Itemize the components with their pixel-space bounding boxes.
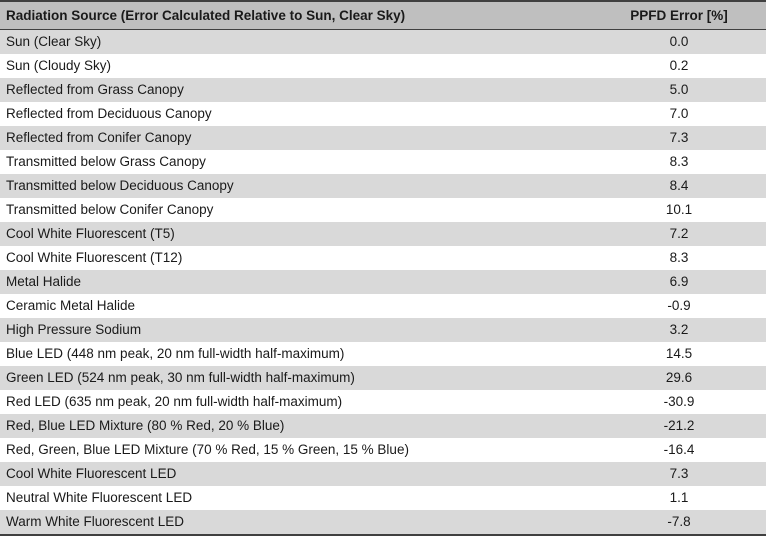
cell-ppfd-error: 29.6 xyxy=(592,366,766,390)
cell-ppfd-error: 7.2 xyxy=(592,222,766,246)
cell-ppfd-error: -21.2 xyxy=(592,414,766,438)
cell-radiation-source: Transmitted below Deciduous Canopy xyxy=(0,174,592,198)
table-body xyxy=(0,30,766,536)
cell-ppfd-error: 0.0 xyxy=(592,30,766,55)
column-header-ppfd-error: PPFD Error [%] xyxy=(592,1,766,30)
cell-ppfd-error: 0.2 xyxy=(592,54,766,78)
cell-radiation-source: Neutral White Fluorescent LED xyxy=(0,486,592,510)
cell-ppfd-error: 8.3 xyxy=(592,150,766,174)
cell-ppfd-error: 3.2 xyxy=(592,318,766,342)
table-row xyxy=(0,318,766,342)
table-header-row xyxy=(0,1,766,30)
cell-ppfd-error: 14.5 xyxy=(592,342,766,366)
cell-radiation-source: High Pressure Sodium xyxy=(0,318,592,342)
cell-radiation-source: Warm White Fluorescent LED xyxy=(0,510,592,535)
cell-radiation-source: Green LED (524 nm peak, 30 nm full-width half-maximum) xyxy=(0,366,592,390)
cell-ppfd-error: 1.1 xyxy=(592,486,766,510)
table-row xyxy=(0,222,766,246)
cell-radiation-source: Transmitted below Grass Canopy xyxy=(0,150,592,174)
cell-ppfd-error: 7.3 xyxy=(592,462,766,486)
table-row xyxy=(0,174,766,198)
cell-ppfd-error: 10.1 xyxy=(592,198,766,222)
cell-radiation-source: Reflected from Grass Canopy xyxy=(0,78,592,102)
cell-radiation-source: Blue LED (448 nm peak, 20 nm full-width half-maximum) xyxy=(0,342,592,366)
cell-radiation-source: Ceramic Metal Halide xyxy=(0,294,592,318)
cell-radiation-source: Sun (Cloudy Sky) xyxy=(0,54,592,78)
cell-radiation-source: Reflected from Deciduous Canopy xyxy=(0,102,592,126)
cell-ppfd-error: -30.9 xyxy=(592,390,766,414)
cell-ppfd-error: 6.9 xyxy=(592,270,766,294)
table-row xyxy=(0,414,766,438)
table-row xyxy=(0,342,766,366)
table-row xyxy=(0,462,766,486)
cell-ppfd-error: -16.4 xyxy=(592,438,766,462)
cell-ppfd-error: 8.3 xyxy=(592,246,766,270)
cell-radiation-source: Reflected from Conifer Canopy xyxy=(0,126,592,150)
table-row xyxy=(0,270,766,294)
cell-radiation-source: Transmitted below Conifer Canopy xyxy=(0,198,592,222)
cell-radiation-source: Red, Blue LED Mixture (80 % Red, 20 % Blue) xyxy=(0,414,592,438)
cell-radiation-source: Sun (Clear Sky) xyxy=(0,30,592,55)
table-row xyxy=(0,78,766,102)
cell-ppfd-error: -0.9 xyxy=(592,294,766,318)
cell-radiation-source: Red, Green, Blue LED Mixture (70 % Red, 15 % Green, 15 % Blue) xyxy=(0,438,592,462)
table-row xyxy=(0,150,766,174)
cell-ppfd-error: -7.8 xyxy=(592,510,766,535)
cell-ppfd-error: 8.4 xyxy=(592,174,766,198)
cell-ppfd-error: 7.3 xyxy=(592,126,766,150)
column-header-radiation-source: Radiation Source (Error Calculated Relative to Sun, Clear Sky) xyxy=(0,1,592,30)
cell-radiation-source: Cool White Fluorescent LED xyxy=(0,462,592,486)
table-row xyxy=(0,126,766,150)
table-row xyxy=(0,366,766,390)
table-header xyxy=(0,1,766,30)
table-row xyxy=(0,438,766,462)
cell-radiation-source: Cool White Fluorescent (T12) xyxy=(0,246,592,270)
table-row xyxy=(0,510,766,535)
table-row xyxy=(0,198,766,222)
table-row xyxy=(0,294,766,318)
table-row xyxy=(0,102,766,126)
table-row xyxy=(0,390,766,414)
table-row xyxy=(0,30,766,55)
cell-ppfd-error: 7.0 xyxy=(592,102,766,126)
cell-radiation-source: Cool White Fluorescent (T5) xyxy=(0,222,592,246)
cell-radiation-source: Metal Halide xyxy=(0,270,592,294)
cell-radiation-source: Red LED (635 nm peak, 20 nm full-width half-maximum) xyxy=(0,390,592,414)
table-row xyxy=(0,486,766,510)
table-row xyxy=(0,54,766,78)
cell-ppfd-error: 5.0 xyxy=(592,78,766,102)
table-row xyxy=(0,246,766,270)
